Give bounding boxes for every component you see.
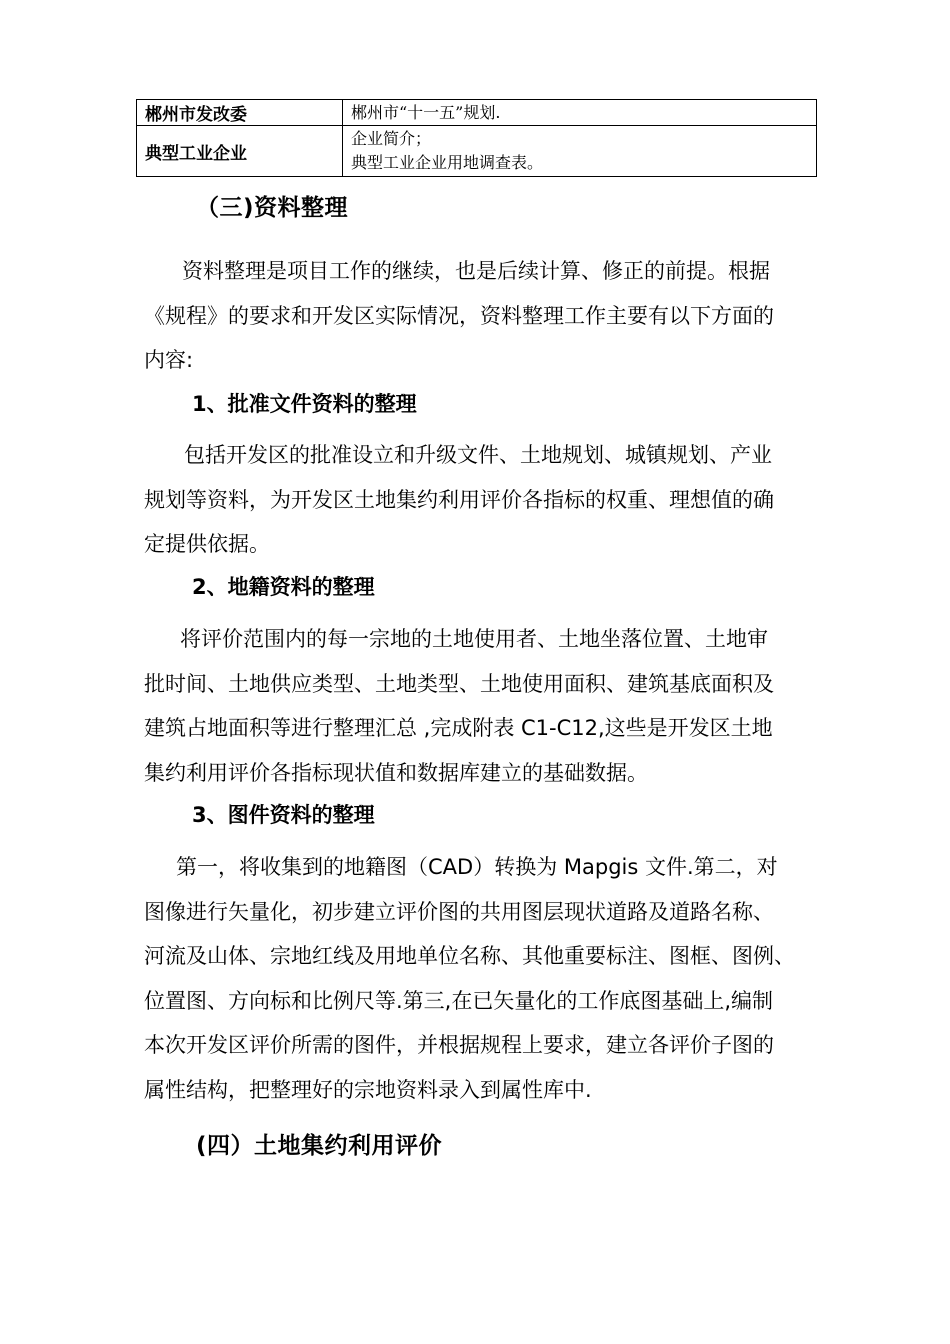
paragraph-line: 规划等资料，为开发区土地集约利用评价各指标的权重、理想值的确 — [144, 487, 774, 512]
table-item: 典型工业企业用地调查表。 — [351, 153, 544, 172]
table-cell-org: 郴州市发改委 — [137, 100, 343, 126]
paragraph-line: 河流及山体、宗地红线及用地单位名称、其他重要标注、图框、图例、 — [144, 944, 795, 968]
paragraph-line: 属性结构，把整理好的宗地资料录入到属性库中. — [144, 1077, 592, 1102]
table-cell-items — [343, 126, 817, 177]
table-item: 郴州市“十一五”规划. — [351, 102, 501, 122]
subsection-1-heading: 1、批准文件资料的整理 — [192, 392, 417, 416]
table-row — [137, 126, 817, 177]
subsection-3-heading: 3、图件资料的整理 — [192, 803, 375, 827]
section-3-intro-paragraph — [144, 249, 824, 383]
subsection-2-paragraph — [144, 617, 824, 795]
paragraph-line: 建筑占地面积等进行整理汇总 ,完成附表 C1-C12,这些是开发区土地 — [144, 716, 773, 740]
paragraph-line: 内容: — [144, 348, 194, 372]
table-cell-items — [343, 100, 817, 126]
paragraph-line: 《规程》的要求和开发区实际情况，资料整理工作主要有以下方面的 — [144, 303, 774, 328]
paragraph-line: 资料整理是项目工作的继续，也是后续计算、修正的前提。根据 — [182, 259, 770, 283]
section-3-heading: （三)资料整理 — [196, 195, 349, 221]
subsection-2-heading: 2、地籍资料的整理 — [192, 575, 375, 599]
paragraph-line: 图像进行矢量化，初步建立评价图的共用图层现状道路及道路名称、 — [144, 899, 774, 924]
paragraph-line: 本次开发区评价所需的图件，并根据规程上要求，建立各评价子图的 — [144, 1033, 774, 1057]
paragraph-line: 第一，将收集到的地籍图（CAD）转换为 Mapgis 文件.第二，对 — [176, 855, 778, 879]
paragraph-line: 集约利用评价各指标现状值和数据库建立的基础数据。 — [144, 760, 648, 785]
paragraph-line: 包括开发区的批准设立和升级文件、土地规划、城镇规划、产业 — [184, 443, 772, 467]
paragraph-line: 批时间、土地供应类型、土地类型、土地使用面积、建筑基底面积及 — [144, 671, 774, 696]
subsection-1-paragraph — [144, 433, 824, 567]
table-item: 企业简介； — [351, 129, 432, 148]
source-table — [136, 99, 817, 177]
table-cell-org: 典型工业企业 — [137, 126, 343, 177]
subsection-3-paragraph — [144, 845, 824, 1112]
paragraph-line: 定提供依据。 — [144, 532, 270, 556]
section-4-heading: (四）土地集约利用评价 — [196, 1133, 443, 1159]
paragraph-line: 位置图、方向标和比例尺等.第三,在已矢量化的工作底图基础上,编制 — [144, 988, 774, 1013]
paragraph-line: 将评价范围内的每一宗地的土地使用者、土地坐落位置、土地审 — [180, 627, 768, 651]
table-row — [137, 100, 817, 126]
